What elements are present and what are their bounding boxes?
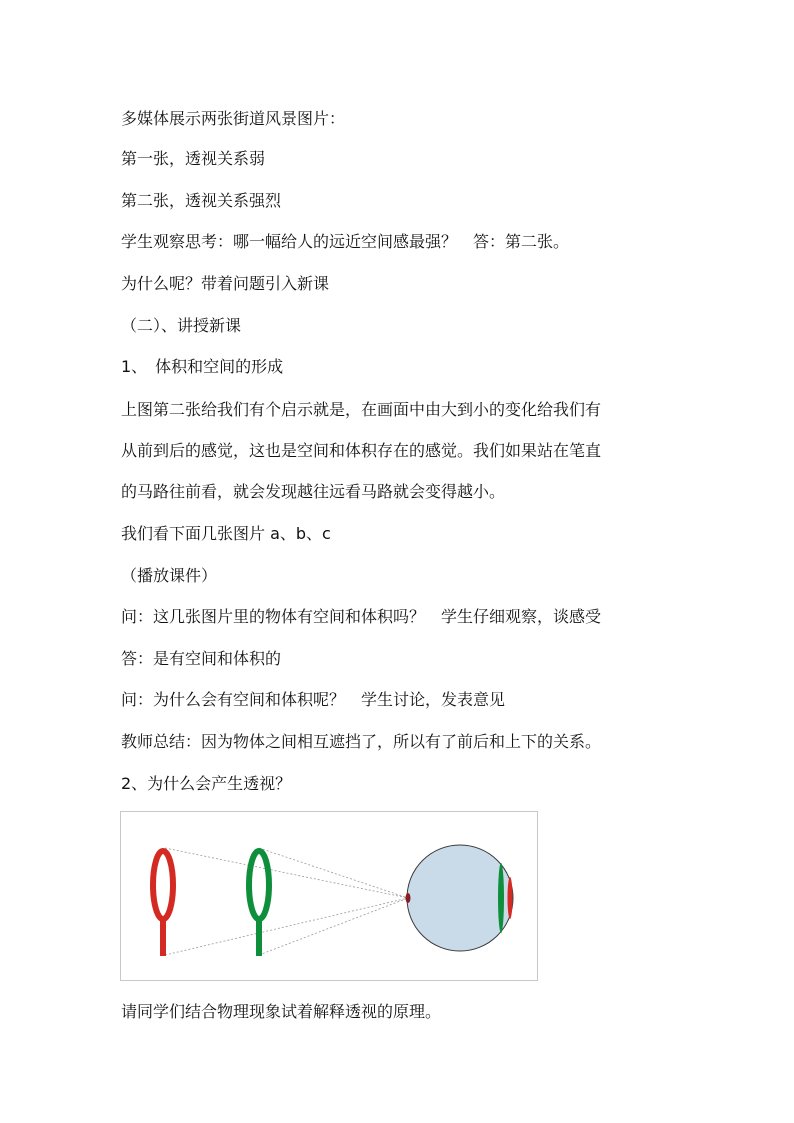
question-line-1: 问：这几张图片里的物体有空间和体积吗？ 学生仔细观察，谈感受 (121, 607, 602, 626)
text-line-12: （播放课件） (121, 566, 218, 585)
text-line-11: 我们看下面几张图片 a、b、c (121, 524, 331, 543)
ray-red-top (165, 848, 408, 898)
text-line-3: 第二张，透视关系强烈 (121, 191, 282, 210)
subsection-heading-1: 1、 体积和空间的形成 (121, 357, 284, 376)
green-object-ring (249, 851, 269, 919)
ray-red-bottom (165, 898, 408, 955)
section-heading: （二）、讲授新课 (121, 316, 242, 335)
text-line-4: 学生观察思考：哪一幅给人的远近空间感最强？ 答：第二张。 (121, 232, 570, 251)
text-line-1: 多媒体展示两张街道风景图片： (121, 109, 346, 128)
red-object-ring (153, 851, 173, 919)
question-line-2: 问：为什么会有空间和体积呢？ 学生讨论，发表意见 (121, 690, 506, 709)
text-line-2: 第一张，透视关系弱 (121, 149, 266, 168)
subsection-heading-2: 2、为什么会产生透视？ (121, 774, 292, 793)
far-object-green (249, 851, 269, 956)
ray-green-bottom (259, 898, 408, 955)
pupil (406, 893, 411, 903)
ray-green-top (259, 848, 408, 898)
near-object-red (153, 851, 173, 956)
retina-image-green (498, 863, 504, 933)
closing-line: 请同学们结合物理现象试着解释透视的原理。 (121, 1002, 442, 1021)
retina-image-red (508, 877, 513, 919)
eyeball (407, 845, 513, 951)
perspective-eye-diagram (120, 811, 538, 981)
diagram-svg (121, 812, 537, 980)
paragraph-line-2: 从前到后的感觉，这也是空间和体积存在的感觉。我们如果站在笔直 (121, 441, 602, 460)
summary-line: 教师总结：因为物体之间相互遮挡了，所以有了前后和上下的关系。 (121, 732, 602, 751)
text-line-5: 为什么呢？带着问题引入新课 (121, 274, 330, 293)
answer-line-1: 答：是有空间和体积的 (121, 649, 282, 668)
paragraph-line-1: 上图第二张给我们有个启示就是，在画面中由大到小的变化给我们有 (121, 400, 602, 419)
paragraph-line-3: 的马路往前看，就会发现越往远看马路就会变得越小。 (121, 482, 506, 501)
